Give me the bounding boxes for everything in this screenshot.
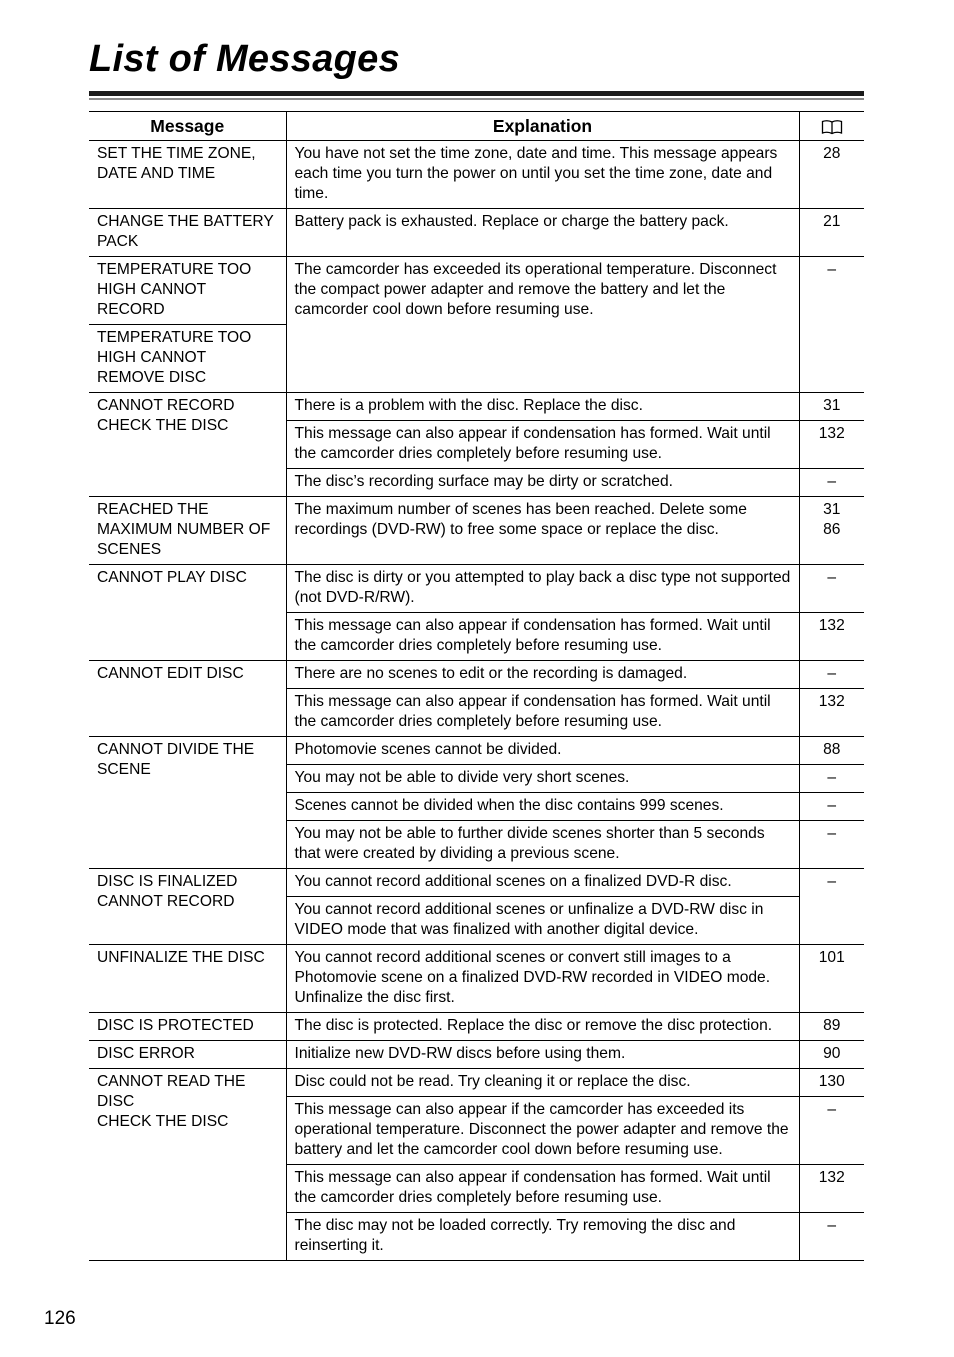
table-row (89, 209, 864, 257)
explanation-cell: The disc is protected. Replace the disc or remove the disc protection. (286, 1013, 799, 1041)
page-reference-cell: 21 (799, 209, 864, 257)
page-reference-cell: – (799, 1097, 864, 1165)
explanation-cell: There is a problem with the disc. Replace the disc. (286, 393, 799, 421)
page-reference-cell: 101 (799, 945, 864, 1013)
message-cell: TEMPERATURE TOO HIGH CANNOT REMOVE DISC (89, 325, 286, 393)
page-reference-cell: – (799, 793, 864, 821)
message-cell: DISC IS FINALIZED CANNOT RECORD (97, 873, 238, 910)
page-reference-cell: 31 86 (799, 497, 864, 565)
table-row (89, 869, 864, 897)
explanation-cell: The disc may not be loaded correctly. Try removing the disc and reinserting it. (286, 1213, 799, 1261)
table-row (89, 661, 864, 689)
explanation-cell: This message can also appear if condensation has formed. Wait until the camcorder dries completely before resuming use. (286, 1165, 799, 1213)
message-cell: CANNOT RECORD CHECK THE DISC (97, 397, 235, 434)
table-row (89, 1013, 864, 1041)
message-cell: CANNOT PLAY DISC (97, 569, 247, 586)
table-row (89, 141, 864, 209)
explanation-cell: The disc is dirty or you attempted to play back a disc type not supported (not DVD-R/RW). (286, 565, 799, 613)
page-reference-cell: 132 (799, 1165, 864, 1213)
page-reference-cell: 31 (799, 393, 864, 421)
message-cell: CANNOT EDIT DISC (97, 665, 244, 682)
page-reference-cell: 132 (799, 613, 864, 661)
explanation-cell: You cannot record additional scenes or unfinalize a DVD-RW disc in VIDEO mode that was finalized with another digital device. (286, 897, 799, 945)
explanation-cell: You may not be able to further divide scenes shorter than 5 seconds that were created by dividing a previous scene. (286, 821, 799, 869)
message-cell: CANNOT DIVIDE THE SCENE (97, 741, 255, 778)
explanation-cell: Scenes cannot be divided when the disc contains 999 scenes. (286, 793, 799, 821)
header-message: Message (89, 112, 286, 141)
page-reference-cell: 132 (799, 689, 864, 737)
page-reference-cell: – (799, 765, 864, 793)
message-cell: DISC IS PROTECTED (97, 1017, 254, 1034)
page-reference-cell: – (799, 257, 864, 393)
page-reference-cell: 89 (799, 1013, 864, 1041)
page-reference-cell: – (799, 469, 864, 497)
table-header-row (89, 112, 864, 141)
page-reference-cell: 130 (799, 1069, 864, 1097)
page-reference-cell: – (799, 869, 864, 945)
explanation-cell: This message can also appear if condensation has formed. Wait until the camcorder dries completely before resuming use. (286, 613, 799, 661)
table-row (89, 1069, 864, 1097)
page-reference-cell: – (799, 661, 864, 689)
explanation-cell: You have not set the time zone, date and time. This message appears each time you turn the power on until you set the time zone, date and time. (286, 141, 799, 209)
page-reference-cell: 132 (799, 421, 864, 469)
book-icon (821, 119, 843, 135)
explanation-cell: The camcorder has exceeded its operational temperature. Disconnect the compact power adapter and remove the battery and let the camcorder cool down before resuming use. (286, 257, 799, 393)
message-cell: CHANGE THE BATTERY PACK (97, 213, 274, 250)
title-rule-thick (89, 91, 864, 96)
page-reference-cell: – (799, 821, 864, 869)
table-row (89, 737, 864, 765)
page-title: List of Messages (89, 38, 401, 80)
table-row (89, 945, 864, 1013)
explanation-cell: You cannot record additional scenes or convert still images to a Photomovie scene on a finalized DVD-RW recorded in VIDEO mode. Unfinalize the disc first. (286, 945, 799, 1013)
header-reference (799, 112, 864, 141)
header-explanation: Explanation (286, 112, 799, 141)
table-row (89, 1041, 864, 1069)
explanation-cell: This message can also appear if condensation has formed. Wait until the camcorder dries completely before resuming use. (286, 689, 799, 737)
message-cell: SET THE TIME ZONE, DATE AND TIME (97, 145, 256, 182)
page-reference-cell: 90 (799, 1041, 864, 1069)
page-reference-cell: 88 (799, 737, 864, 765)
explanation-cell: You may not be able to divide very short scenes. (286, 765, 799, 793)
explanation-cell: The disc’s recording surface may be dirty or scratched. (286, 469, 799, 497)
explanation-cell: The maximum number of scenes has been reached. Delete some recordings (DVD-RW) to free some space or replace the disc. (286, 497, 799, 565)
explanation-cell: This message can also appear if condensation has formed. Wait until the camcorder dries completely before resuming use. (286, 421, 799, 469)
message-cell: TEMPERATURE TOO HIGH CANNOT RECORD (97, 261, 252, 318)
messages-table (89, 111, 864, 1261)
explanation-cell: This message can also appear if the camcorder has exceeded its operational temperature. Disconnect the power adapter and remove the battery and let the camcorder cool down before resuming use. (286, 1097, 799, 1165)
explanation-cell: You cannot record additional scenes on a finalized DVD-R disc. (286, 869, 799, 897)
message-cell: CANNOT READ THE DISC CHECK THE DISC (97, 1073, 246, 1130)
explanation-cell: Battery pack is exhausted. Replace or charge the battery pack. (286, 209, 799, 257)
explanation-cell: Disc could not be read. Try cleaning it or replace the disc. (286, 1069, 799, 1097)
explanation-cell: There are no scenes to edit or the recording is damaged. (286, 661, 799, 689)
message-cell: DISC ERROR (97, 1045, 195, 1062)
table-row (89, 565, 864, 613)
table-row (89, 497, 864, 565)
title-rule-thin (89, 98, 864, 100)
page-reference-cell: – (799, 1213, 864, 1261)
message-cell: REACHED THE MAXIMUM NUMBER OF SCENES (97, 501, 271, 558)
page-number: 126 (44, 1308, 76, 1329)
message-cell: UNFINALIZE THE DISC (97, 949, 265, 966)
table-row (89, 393, 864, 421)
explanation-cell: Photomovie scenes cannot be divided. (286, 737, 799, 765)
page-reference-cell: – (799, 565, 864, 613)
table-row (89, 257, 864, 325)
explanation-cell: Initialize new DVD-RW discs before using them. (286, 1041, 799, 1069)
page-reference-cell: 28 (799, 141, 864, 209)
